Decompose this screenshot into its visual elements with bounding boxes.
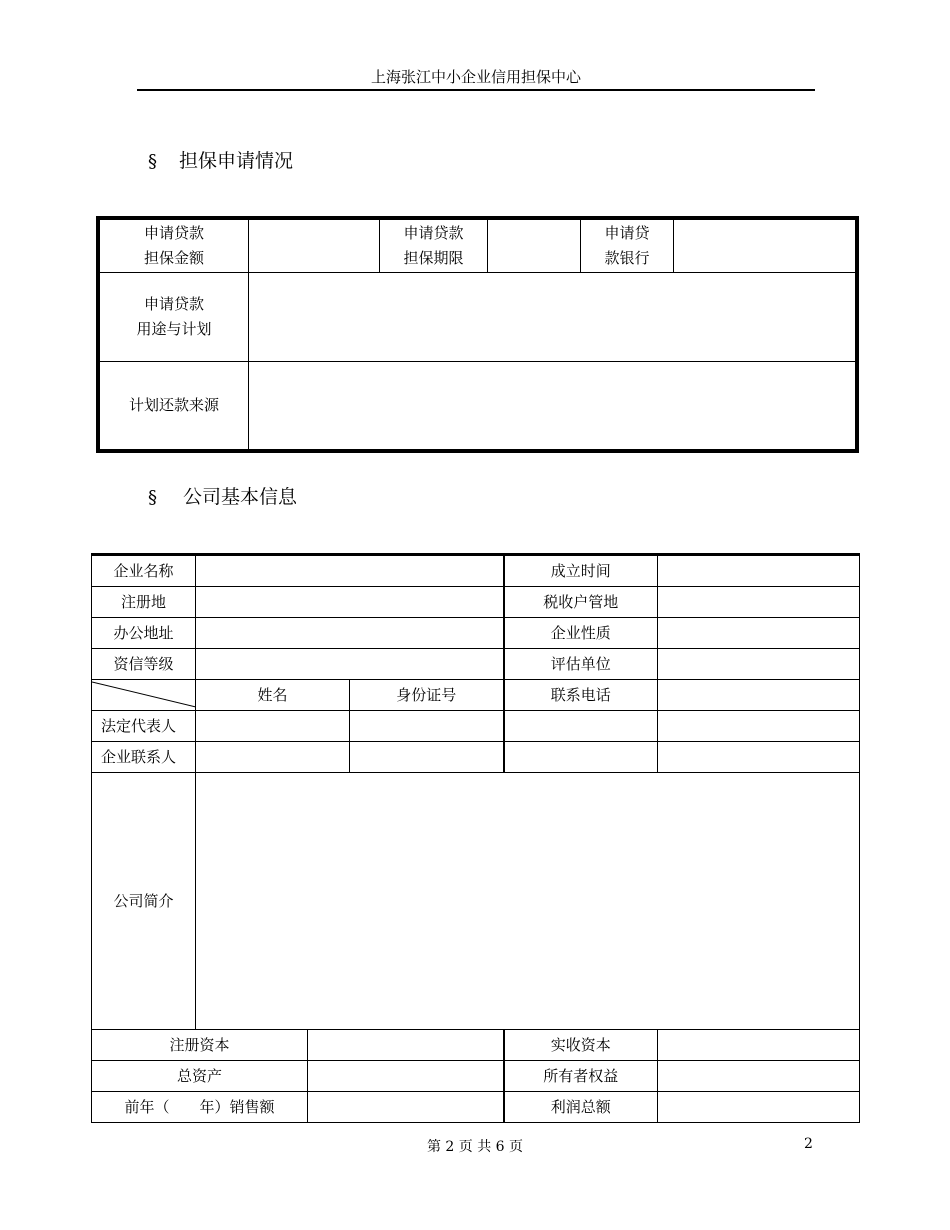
established-field[interactable] xyxy=(658,555,860,587)
contact-name-field[interactable] xyxy=(196,742,350,773)
established-label: 成立时间 xyxy=(504,555,658,587)
owner-equity-field[interactable] xyxy=(658,1061,860,1092)
page-number: 2 xyxy=(804,1136,813,1152)
diagonal-line xyxy=(92,680,196,711)
paid-capital-field[interactable] xyxy=(658,1030,860,1061)
section-title: 担保申请情况 xyxy=(179,150,294,172)
legal-rep-id-field[interactable] xyxy=(350,711,504,742)
rating-agency-label: 评估单位 xyxy=(504,649,658,680)
legal-rep-label: 法定代表人 xyxy=(92,711,196,742)
contact-phone-field[interactable] xyxy=(504,742,658,773)
company-name-label: 企业名称 xyxy=(92,555,196,587)
enterprise-type-field[interactable] xyxy=(658,618,860,649)
paid-capital-label: 实收资本 xyxy=(504,1030,658,1061)
page-footer: 第 2 页 共 6 页 xyxy=(426,1139,524,1155)
section-mark: § xyxy=(148,487,157,508)
legal-rep-extra-field[interactable] xyxy=(658,711,860,742)
contact-person-label: 企业联系人 xyxy=(92,742,196,773)
loan-purpose-field[interactable] xyxy=(249,273,856,362)
enterprise-type-label: 企业性质 xyxy=(504,618,658,649)
col-header-name: 姓名 xyxy=(196,680,350,711)
contact-id-field[interactable] xyxy=(350,742,504,773)
col-header-phone: 联系电话 xyxy=(504,680,658,711)
credit-rating-label: 资信等级 xyxy=(92,649,196,680)
total-assets-label: 总资产 xyxy=(92,1061,308,1092)
tax-authority-field[interactable] xyxy=(658,587,860,618)
contact-extra-field[interactable] xyxy=(658,742,860,773)
page-header: 上海张江中小企业信用担保中心 xyxy=(370,68,581,86)
registered-capital-field[interactable] xyxy=(308,1030,504,1061)
loan-amount-field[interactable] xyxy=(249,220,380,273)
prior-year-sales-label: 前年（ 年）销售额 xyxy=(92,1092,308,1123)
company-profile-label: 公司简介 xyxy=(92,773,196,1030)
company-info-table xyxy=(91,553,860,1123)
tax-authority-label: 税收户管地 xyxy=(504,587,658,618)
section-mark: § xyxy=(148,151,157,172)
header-rule xyxy=(137,89,815,91)
col-header-blank xyxy=(658,680,860,711)
registered-capital-label: 注册资本 xyxy=(92,1030,308,1061)
repayment-source-label: 计划还款来源 xyxy=(100,362,249,450)
section-heading-company xyxy=(148,482,297,509)
section-heading-guarantee xyxy=(148,146,293,173)
diagonal-header-cell xyxy=(92,680,196,711)
total-assets-field[interactable] xyxy=(308,1061,504,1092)
prior-year-sales-field[interactable] xyxy=(308,1092,504,1123)
company-name-field[interactable] xyxy=(196,555,504,587)
loan-bank-field[interactable] xyxy=(674,220,856,273)
loan-term-label: 申请贷款 担保期限 xyxy=(380,220,488,273)
legal-rep-phone-field[interactable] xyxy=(504,711,658,742)
loan-bank-label: 申请贷 款银行 xyxy=(581,220,674,273)
registered-place-label: 注册地 xyxy=(92,587,196,618)
company-profile-field[interactable] xyxy=(196,773,860,1030)
guarantee-application-table xyxy=(96,216,859,453)
office-address-field[interactable] xyxy=(196,618,504,649)
section-title: 公司基本信息 xyxy=(183,486,298,508)
legal-rep-name-field[interactable] xyxy=(196,711,350,742)
repayment-source-field[interactable] xyxy=(249,362,856,450)
col-header-id: 身份证号 xyxy=(350,680,504,711)
loan-term-field[interactable] xyxy=(488,220,581,273)
total-profit-label: 利润总额 xyxy=(504,1092,658,1123)
rating-agency-field[interactable] xyxy=(658,649,860,680)
registered-place-field[interactable] xyxy=(196,587,504,618)
credit-rating-field[interactable] xyxy=(196,649,504,680)
office-address-label: 办公地址 xyxy=(92,618,196,649)
owner-equity-label: 所有者权益 xyxy=(504,1061,658,1092)
loan-amount-label: 申请贷款 担保金额 xyxy=(100,220,249,273)
total-profit-field[interactable] xyxy=(658,1092,860,1123)
loan-purpose-label: 申请贷款 用途与计划 xyxy=(100,273,249,362)
